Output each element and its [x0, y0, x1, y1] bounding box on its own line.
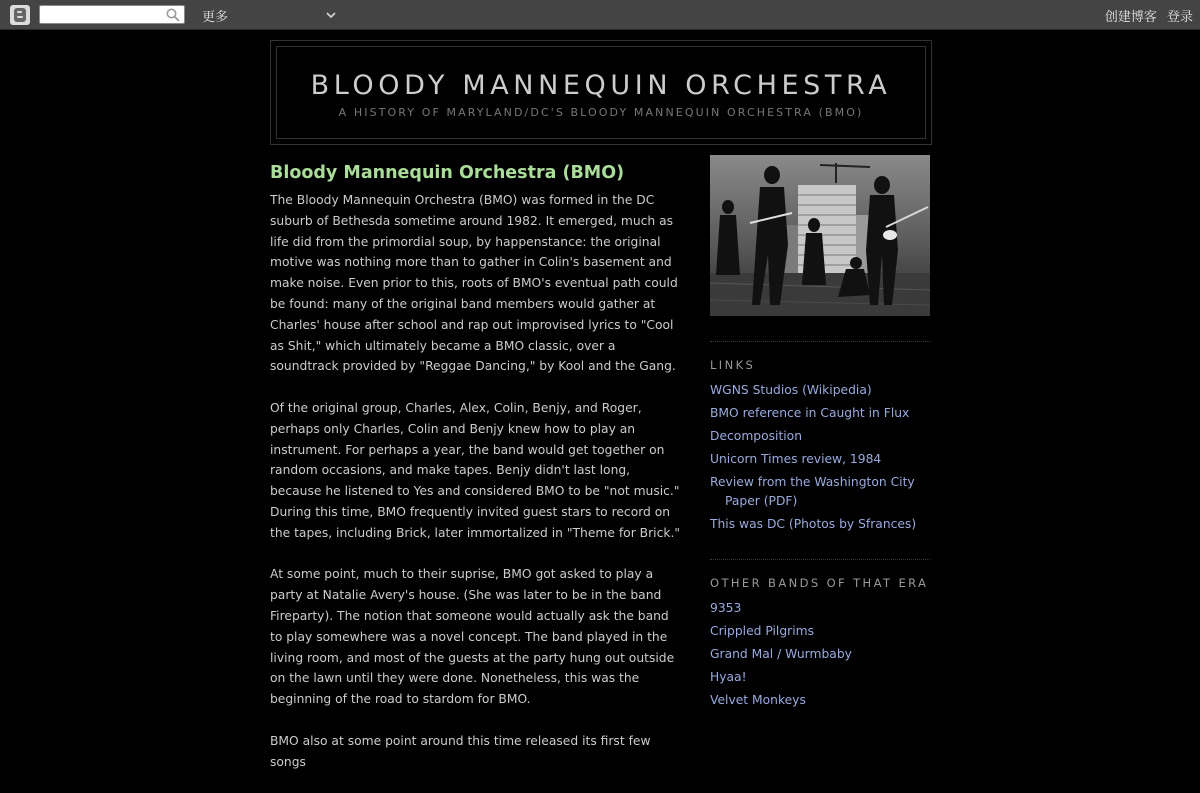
links-widget-title: LINKS [710, 358, 756, 372]
sidebar-link[interactable]: Decomposition [710, 429, 803, 443]
blog-header-inner [276, 46, 926, 139]
sidebar-link[interactable]: BMO reference in Caught in Flux [710, 406, 910, 420]
other-bands-widget [710, 559, 930, 710]
search-icon[interactable] [165, 7, 181, 23]
post-body [270, 190, 682, 772]
navbar-search-input[interactable] [39, 5, 185, 24]
post-paragraph: At some point, much to their suprise, BMO got asked to play a party at Natalie Avery's house. (She was later to be in the band Fireparty). The notion that someone would actually ask the band to play somewhere was a novel concept. The band played in the living room, and most of the guests at the party hung out outside on the lawn until they were done. Nonetheless, this was the beginning of the road to stardom for BMO. [270, 567, 675, 707]
main-column [270, 160, 682, 793]
blog-description: A HISTORY OF MARYLAND/DC'S BLOODY MANNEQUIN ORCHESTRA (BMO) [338, 106, 864, 119]
chevron-down-icon[interactable] [325, 9, 337, 21]
login-link[interactable]: 登录 [1166, 10, 1193, 25]
sidebar-link[interactable]: This was DC (Photos by Sfrances) [710, 517, 917, 531]
post-paragraph: The Bloody Mannequin Orchestra (BMO) was formed in the DC suburb of Bethesda sometime around 1982. It emerged, much as life did from the primordial soup, by happenstance: the original motive was nothing more than to gather in Colin's basement and make noise. Even prior to this, roots of BMO's eventual path could be found: many of the original band members would gather at Charles' house after school and rap out improvised lyrics to "Cool as Shit," which ultimately became a BMO classic, over a soundtrack provided by "Reggae Dancing," by Kool and the Gang. [270, 193, 678, 374]
band-link[interactable]: 9353 [710, 601, 742, 615]
sidebar-link[interactable]: Unicorn Times review, 1984 [710, 452, 882, 466]
post-title: Bloody Mannequin Orchestra (BMO) [270, 163, 625, 183]
blog-title[interactable]: BLOODY MANNEQUIN ORCHESTRA [310, 70, 892, 101]
band-link[interactable]: Velvet Monkeys [710, 693, 806, 707]
other-bands-widget-title: OTHER BANDS OF THAT ERA [710, 576, 929, 590]
navbar-account-links [1099, 6, 1193, 25]
post-paragraph: BMO also at some point around this time released its first few songs [270, 733, 651, 769]
navbar-more-menu[interactable]: 更多 [202, 10, 229, 25]
blogger-navbar [0, 0, 1200, 30]
post-paragraph: Of the original group, Charles, Alex, Colin, Benjy, and Roger, perhaps only Charles, Colin and Benjy knew how to play an instrument. For perhaps a year, the band would get together on random occasions, and make tapes. Benjy didn't last long, because he listened to Yes and considered BMO to be "not music." During this time, BMO frequently invited guest stars to record on the tapes, including Brick, later immortalized in "Theme for Brick." [270, 400, 681, 540]
band-link[interactable]: Grand Mal / Wurmbaby [710, 647, 852, 661]
blog-header [270, 40, 932, 145]
create-blog-link[interactable]: 创建博客 [1104, 10, 1157, 25]
band-link[interactable]: Crippled Pilgrims [710, 624, 815, 638]
band-photo [710, 155, 930, 316]
sidebar-link[interactable]: Review from the Washington City Paper (PDF) [710, 475, 915, 508]
sidebar [710, 155, 930, 714]
sidebar-link[interactable]: WGNS Studios (Wikipedia) [710, 383, 872, 397]
blogger-logo-icon[interactable] [10, 5, 30, 25]
links-widget [710, 341, 930, 534]
band-link[interactable]: Hyaa! [710, 670, 747, 684]
other-bands-list [710, 599, 930, 710]
links-list [710, 381, 930, 534]
